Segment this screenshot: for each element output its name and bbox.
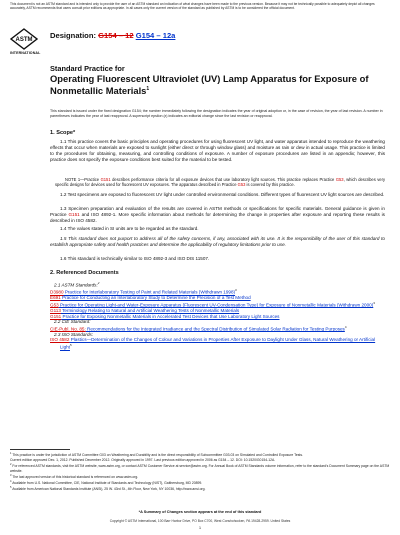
footnote-1 [10, 458, 390, 463]
footnote-marker-3: 3 [10, 474, 12, 478]
link-g53[interactable]: G53 [335, 177, 344, 182]
cie-reference-footnote-0: 4 [344, 324, 347, 329]
designation-old: G154 – 12 [98, 31, 134, 40]
footnote-0 [10, 452, 390, 458]
scope-para-1-4: 1.4 The values stated in SI units are to be regarded as the standard. [60, 226, 199, 231]
footnote-text-1: Current edition approved Dec. 1, 2012. Published December 2012. Originally approved in 1997. Last previous edition approved in 2006 as G154 – 12. DOI: 10.1520/G0154-12A. [10, 458, 276, 463]
iso-standards-heading: 2.3 ISO Standards: [54, 331, 94, 337]
astm-reference-title-2: Practice for Operating Light-and Water-Exposure Apparatus (Fluorescent UV-Condensation Type) for Exposure of Nonmetallic Materials (Withdrawn 2000) [58, 302, 374, 308]
footnote-text-4: Available from U.S. National Committee, CIE, National Institute of Standards and Technology (NIST), Gaithersburg, MD 20899. [11, 481, 203, 486]
footnote-text-3: The last approved version of this historical standard is referenced on www.astm.org. [11, 475, 139, 480]
footnote-divider [10, 449, 70, 450]
standard-note: This standard is issued under the fixed designation G154; the number immediately following the designation indicates the year of original adoption or, in the case of revision, the year of last revision. A number in parentheses indicates the year of last reapproval. A superscript epsilon (ε) indicates an editorial change since the last revision or reapproval. [50, 109, 383, 118]
footnote-text-0: This practice is under the jurisdiction of ASTM Committee G03 on Weathering and Durability and is the direct responsibility of Subcommittee G03.03 on Simulated and Controlled Exposure Tests. [11, 453, 304, 458]
copyright-line: Copyright © ASTM International, 100 Barr Harbor Drive, PO Box C700, West Conshohocken, PA 19428-2959. United States [109, 519, 291, 523]
footnote-marker-0: 1 [10, 452, 12, 455]
scope-para-1-6: 1.6 This standard is technically similar to ISO 4892-3 and ISO DIS 11507. [60, 256, 210, 261]
astm-standards-heading: 2.1 ASTM Standards:$^2$ [54, 281, 100, 288]
footnote-4 [10, 480, 390, 486]
astm-logo [10, 28, 41, 58]
link-g151[interactable]: G151 [100, 177, 111, 182]
astm-reference-2 [50, 301, 380, 308]
logo-label: INTERNATIONAL [10, 51, 41, 55]
astm-reference-0 [50, 288, 380, 295]
footnote-3 [10, 474, 390, 480]
link-g151-b[interactable]: G151 [68, 212, 80, 218]
footnote-2 [10, 463, 390, 473]
designation [50, 31, 175, 40]
page-number: 1 [199, 526, 201, 530]
iso-reference-0 [50, 337, 380, 350]
footnote-marker-5: 5 [10, 486, 12, 490]
scope-para-1-3: 1.3 Specimen preparation and evaluation of the results are covered in ASTM methods or specifications for specific materials. General guidance is given in Practice G151 and ISO 4892-1. More specific information about methods for determining the change in properties after exposure and reporting these results is described in ISO 4582. [50, 206, 385, 224]
astm-reference-title-4: Practice for Exposing Nonmetallic Materials in Accelerated Test Devices that Use Laboratory Light Sources [61, 313, 280, 319]
astm-reference-title-1: Practice for Conducting an Interlaboratory Study to Determine the Precision of a Test Method [60, 295, 251, 301]
astm-reference-link-1[interactable]: E691 [50, 295, 61, 301]
astm-reference-footnote-2: 3 [373, 300, 375, 305]
footnote-marker-4: 4 [10, 480, 12, 484]
cie-reference-title-0: Recommendations for the Integrated Irradiance and the Spectral Distribution of Simulated Solar Radiation for Testing Purposes [85, 326, 345, 332]
cie-standard-heading: 2.2 CIE Standard: [54, 319, 91, 325]
scope-note-1: NOTE 1—Practice G151 describes performance criteria for all exposure devices that use laboratory light sources. This practice replaces Practice G53, which describes very specific designs for devices used for fluorescent UV exposures. The apparatus described in Practice G53 is covered by this practice. [55, 177, 385, 188]
astm-reference-footnote-0: 3 [235, 288, 237, 293]
footnote-5 [10, 486, 390, 492]
cie-reference-0 [50, 325, 380, 332]
astm-logo-icon [10, 28, 38, 50]
astm-reference-link-2[interactable]: G53 [50, 302, 59, 308]
reference-list [50, 281, 380, 350]
title-block [50, 64, 380, 97]
link-g53-b[interactable]: G53 [237, 182, 246, 188]
standard-title: Operating Fluorescent Ultraviolet (UV) Lamp Apparatus for Exposure of Nonmetallic Materials$^1$ [50, 73, 369, 97]
header-notice: This document is not an ASTM standard and is intended only to provide the user of an ASTM standard an indication of what changes have been made to the previous version. Because it may not be technically possible to adequately depict all changes accurately, ASTM recommends that users consult prior editions as appropriate. In all cases only the current version of the standard as published by ASTM is to be considered the official document. [10, 2, 375, 11]
standard-label: Standard Practice for [50, 64, 125, 73]
scope-para-1-2: 1.2 Test specimens are exposed to fluorescent UV light under controlled environmental conditions. Different types of fluorescent UV light sources are described. [60, 192, 385, 197]
cie-reference-link-0[interactable]: CIE-Publ. No. 85: [50, 326, 86, 332]
iso-reference-link-0[interactable]: ISO 4582 [50, 337, 70, 343]
astm-reference-link-3[interactable]: G113 [50, 307, 61, 313]
scope-heading: 1. Scope* [50, 130, 76, 136]
footnote-text-5: Available from American National Standards Institute (ANSI), 25 W. 43rd St., 4th Floor, New York, NY 10036, http://www.ansi.org. [11, 487, 206, 492]
footnote-marker-2: 2 [10, 463, 12, 467]
astm-reference-link-4[interactable]: G151 [50, 313, 62, 319]
designation-prefix: Designation: [50, 31, 99, 40]
scope-para-1-1: 1.1 This practice covers the basic principles and operating procedures for using fluorescent UV light, and water apparatus intended to reproduce the weathering effects that occur when materials are exposed to sunlight (either direct or through window glass) and moisture as rain or dew in actual usage. This practice is limited to the procedures for obtaining, measuring, and controlling conditions of exposure. A number of exposure procedures are listed in an appendix; however, this practice does not specify the exposure conditions best suited for the material to be tested. [50, 139, 385, 163]
astm-reference-title-3: Terminology Relating to Natural and Artificial Weathering Tests of Nonmetallic Materials [60, 307, 240, 313]
iso-reference-footnote-0: 5 [69, 343, 72, 348]
references-heading: 2. Referenced Documents [50, 270, 119, 276]
summary-of-changes-note: *A Summary of Changes section appears at the end of this standard [138, 510, 262, 514]
astm-reference-title-0: Practice for Interlaboratory Testing of Paint and Related Materials (Withdrawn 1998) [63, 289, 236, 295]
scope-para-1-5: 1.5 This standard does not purport to address all of the safety concerns, if any, associated with its use. It is the responsibility of the user of this standard to establish appropriate safety and health practices and determine the applicability of regulatory limitations prior to use. [50, 236, 385, 248]
svg-text:ASTM: ASTM [15, 37, 33, 44]
footnotes [10, 452, 390, 493]
footnote-text-2: For referenced ASTM standards, visit the ASTM website, www.astm.org, or contact ASTM Customer Service at service@astm.org. For Annual Book of ASTM Standards volume information, refer to the standard's Document Summary page on the ASTM website. [10, 464, 390, 473]
astm-reference-link-0[interactable]: D3980 [50, 289, 64, 295]
iso-reference-title-0: Plastics—Determination of the Changes of Colour and Variations in Properties After Exposure to Daylight Under Glass, Natural Weathering or Artificial Light [60, 337, 376, 350]
designation-new: G154 – 12a [135, 31, 176, 40]
